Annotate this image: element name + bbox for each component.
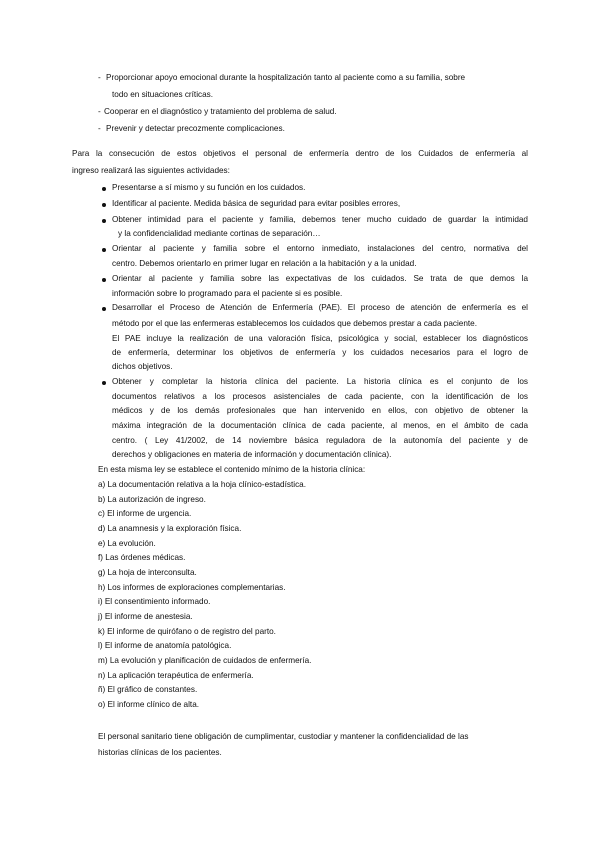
list-item: b) La autorización de ingreso. — [98, 495, 206, 504]
bullet-line: El PAE incluye la realización de una valoración física, psicológica y social, establecer los diagnósticos — [112, 334, 528, 343]
list-item: m) La evolución y planificación de cuidados de enfermería. — [98, 656, 312, 665]
list-item: l) El informe de anatomía patológica. — [98, 641, 232, 650]
bullet-line: Orientar al paciente y familia sobre las expectativas de los cuidados. Se trata de que demos la — [112, 274, 528, 283]
bullet-line: Presentarse a sí mismo y su función en los cuidados. — [112, 183, 306, 192]
intro-item-line: todo en situaciones críticas. — [112, 90, 214, 99]
bullet-line: máxima integración de la documentación clínica de cada paciente, al menos, en el ámbito de cada — [112, 421, 528, 430]
list-item: a) La documentación relativa a la hoja clínico-estadística. — [98, 480, 306, 489]
list-item: f) Las órdenes médicas. — [98, 553, 186, 562]
bullet-line: centro. ( Ley 41/2002, de 14 noviembre básica reguladora de la autonomía del paciente y de — [112, 436, 528, 445]
bullet-icon — [102, 203, 106, 207]
paragraph-line: ingreso realizará las siguientes actividades: — [72, 166, 230, 175]
list-intro: En esta misma ley se establece el contenido mínimo de la historia clínica: — [98, 465, 366, 474]
list-item: g) La hoja de interconsulta. — [98, 568, 197, 577]
closing-line: historias clínicas de los pacientes. — [98, 748, 222, 757]
bullet-icon — [102, 381, 106, 385]
bullet-line: derechos y obligaciones en materia de información y documentación clínica). — [112, 450, 392, 459]
list-item: i) El consentimiento informado. — [98, 597, 211, 606]
bullet-line: Orientar al paciente y familia sobre el entorno inmediato, instalaciones del centro, normativa del — [112, 244, 528, 253]
dash-marker: - — [98, 107, 101, 116]
bullet-line: Desarrollar el Proceso de Atención de Enfermería (PAE). El proceso de atención de enfermería es el — [112, 303, 528, 312]
list-item: h) Los informes de exploraciones complementarias. — [98, 583, 286, 592]
intro-item-line: Proporcionar apoyo emocional durante la hospitalización tanto al paciente como a su familia, sobre — [106, 73, 466, 82]
list-item: n) La aplicación terapéutica de enfermería. — [98, 671, 254, 680]
bullet-line: Identificar al paciente. Medida básica de seguridad para evitar posibles errores, — [112, 199, 401, 208]
closing-line: El personal sanitario tiene obligación de cumplimentar, custodiar y mantener la confidencialidad de las — [98, 732, 469, 741]
list-item: c) El informe de urgencia. — [98, 509, 192, 518]
dash-marker: - — [98, 73, 101, 82]
bullet-icon — [102, 187, 106, 191]
bullet-line: información sobre lo programado para el paciente si es posible. — [112, 289, 343, 298]
bullet-line: documentos relativos a los procesos asistenciales de cada paciente, con la identificación de los — [112, 392, 528, 401]
bullet-line: de enfermería, determinar los objetivos de enfermería y los cuidados necesarios para el logro de — [112, 348, 528, 357]
list-item: d) La anamnesis y la exploración física. — [98, 524, 242, 533]
intro-item-line: Prevenir y detectar precozmente complicaciones. — [106, 124, 285, 133]
list-item: e) La evolución. — [98, 539, 156, 548]
bullet-line: centro. Debemos orientarlo en primer lugar en relación a la habitación y a la unidad. — [112, 259, 417, 268]
bullet-line: médicos y de los demás profesionales que han intervenido en ellos, con objetivo de obtener la — [112, 406, 528, 415]
bullet-line: y la confidencialidad mediante cortinas de separación… — [118, 229, 321, 238]
bullet-line: Obtener y completar la historia clínica del paciente. La historia clínica es el conjunto de los — [112, 377, 528, 386]
bullet-icon — [102, 219, 106, 223]
list-item: j) El informe de anestesia. — [98, 612, 193, 621]
list-item: o) El informe clínico de alta. — [98, 700, 200, 709]
bullet-icon — [102, 278, 106, 282]
list-item: k) El informe de quirófano o de registro del parto. — [98, 627, 276, 636]
dash-marker: - — [98, 124, 101, 133]
bullet-icon — [102, 307, 106, 311]
intro-item-line: Cooperar en el diagnóstico y tratamiento del problema de salud. — [104, 107, 337, 116]
bullet-line: dichos objetivos. — [112, 362, 173, 371]
paragraph-line: Para la consecución de estos objetivos el personal de enfermería dentro de los Cuidados de enfermería al — [72, 149, 528, 158]
bullet-line: Obtener intimidad para el paciente y familia, debemos tener mucho cuidado de guardar la intimidad — [112, 215, 528, 224]
list-item: ñ) El gráfico de constantes. — [98, 685, 198, 694]
bullet-icon — [102, 248, 106, 252]
bullet-line: método por el que las enfermeras establecemos los cuidados que debemos prestar a cada paciente. — [112, 319, 478, 328]
